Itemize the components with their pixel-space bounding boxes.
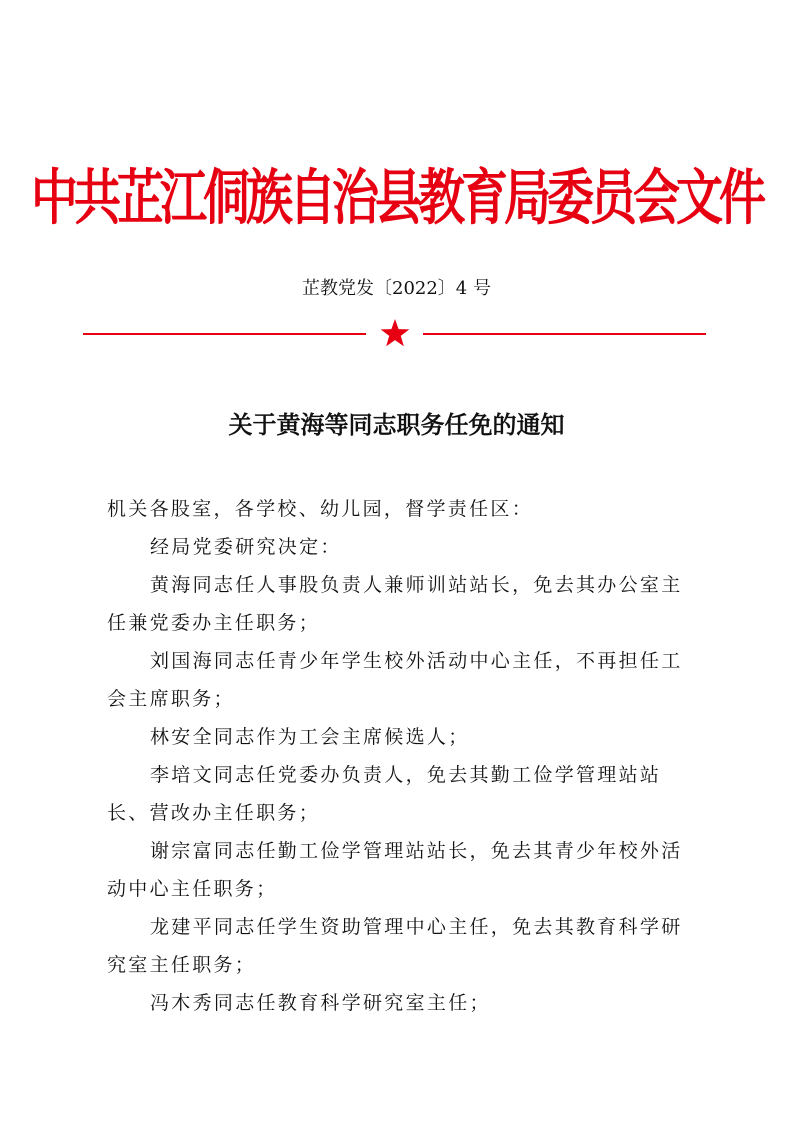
separator-line-right xyxy=(423,333,706,335)
separator-line-left xyxy=(83,333,366,335)
document-title: 关于黄海等同志职务任免的通知 xyxy=(228,410,565,439)
red-separator xyxy=(83,318,706,352)
body-paragraph: 刘国海同志任青少年学生校外活动中心主任，不再担任工会主席职务； xyxy=(107,650,683,710)
addressee-line: 机关各股室，各学校、幼儿园，督学责任区： xyxy=(107,498,534,520)
body-paragraphs xyxy=(107,528,692,1022)
document-masthead: 中共芷江侗族自治县教育局委员会文件 xyxy=(31,163,762,234)
body-paragraph: 龙建平同志任学生资助管理中心主任，免去其教育科学研究室主任职务； xyxy=(107,916,683,976)
body-paragraph: 经局党委研究决定： xyxy=(150,536,342,558)
body-paragraph: 林安全同志作为工会主席候选人； xyxy=(150,726,470,748)
body-paragraph: 黄海同志任人事股负责人兼师训站站长，免去其办公室主任兼党委办主任职务； xyxy=(107,574,683,634)
red-star-icon xyxy=(379,318,411,350)
document-number: 芷教党发〔2022〕4 号 xyxy=(302,278,491,299)
body-paragraph: 李培文同志任党委办负责人，免去其勤工俭学管理站站长、营改办主任职务； xyxy=(107,764,662,824)
body-paragraph: 谢宗富同志任勤工俭学管理站站长，免去其青少年校外活动中心主任职务； xyxy=(107,840,683,900)
body-paragraph: 冯木秀同志任教育科学研究室主任； xyxy=(150,992,491,1014)
